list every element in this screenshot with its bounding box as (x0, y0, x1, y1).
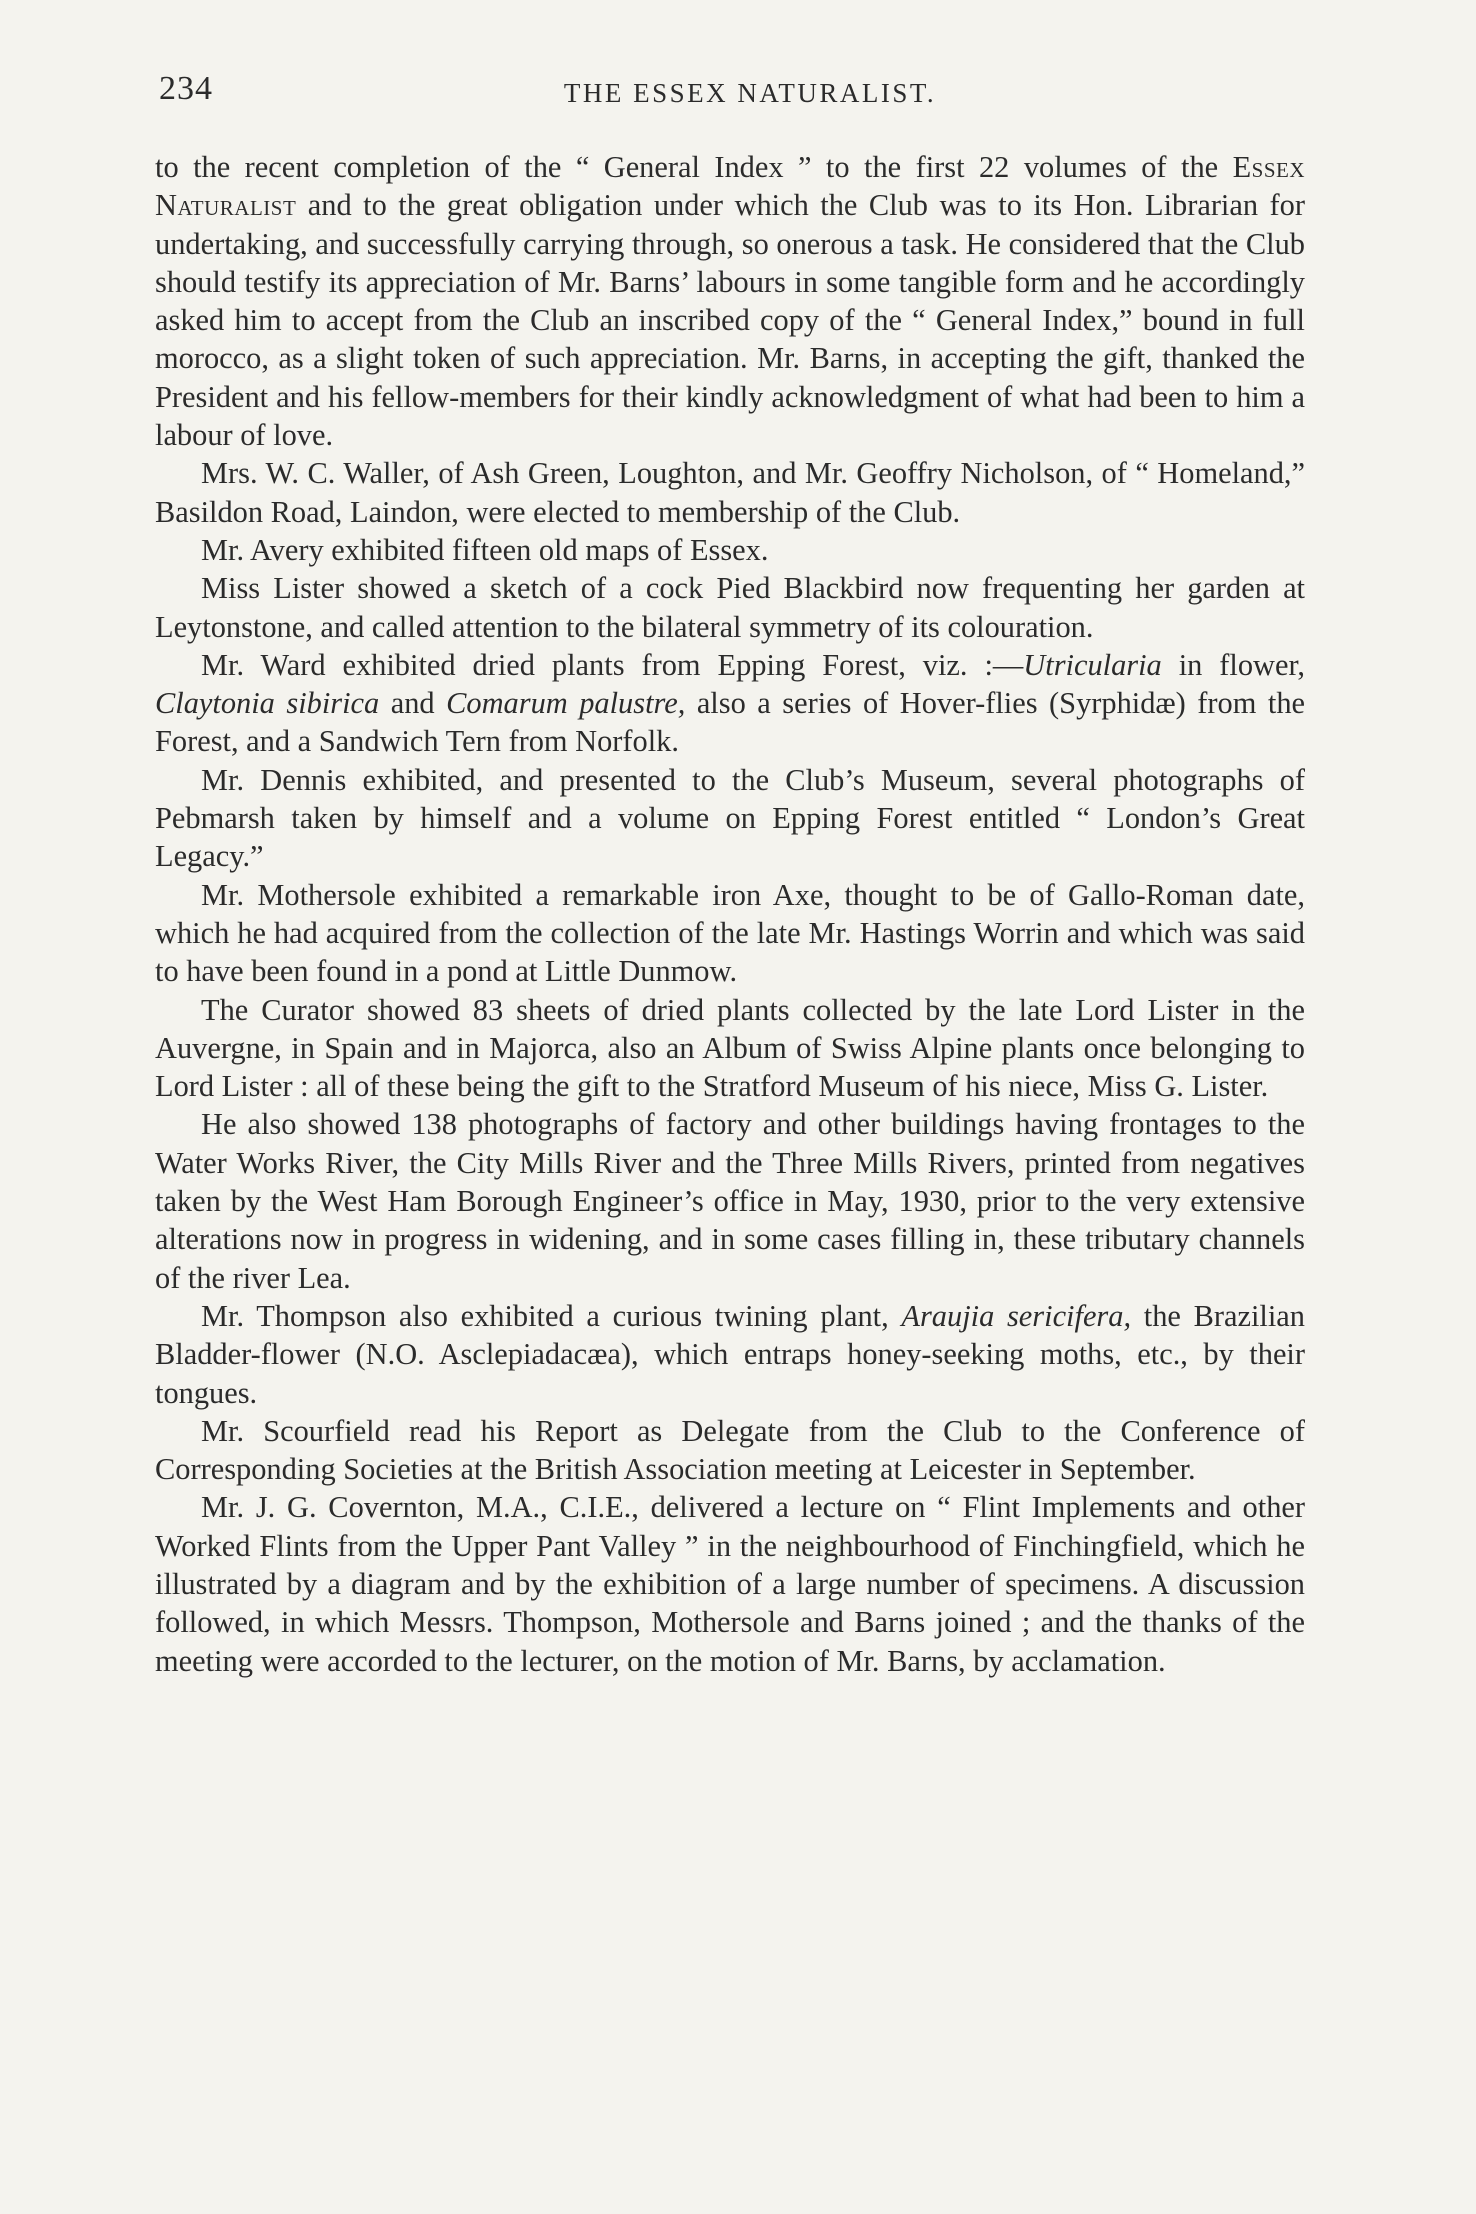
journal-title: THE ESSEX NATURALIST. (563, 78, 937, 108)
paragraph (155, 569, 1305, 646)
paragraph (155, 646, 1305, 761)
body-text (155, 148, 1305, 1680)
text-run: and (379, 686, 447, 721)
text-run: Mr. Thompson also exhibited a curious twining plant, (201, 1298, 902, 1333)
italic-text: Comarum palustre, (446, 686, 686, 721)
italic-text: Araujia sericifera, (901, 1298, 1132, 1333)
paragraph (155, 531, 1305, 569)
text-run: Mrs. W. C. Waller, of Ash Green, Loughton, and Mr. Geoffry Nicholson, of “ Homeland,” Basildon Road, Laindon, were elected to membership of the Club. (155, 456, 1305, 529)
paragraph (155, 1412, 1305, 1489)
text-run: Mr. Dennis exhibited, and presented to the Club’s Museum, several photographs of Pebmarsh taken by himself and a volume on Epping Forest entitled “ London’s Great Legacy.” (155, 762, 1305, 874)
paragraph (155, 148, 1305, 454)
document-page (155, 62, 1305, 1680)
text-run: Mr. Ward exhibited dried plants from Epping Forest, viz. :— (201, 647, 1024, 682)
paragraph (155, 1488, 1305, 1679)
text-run: in flower, (1161, 647, 1305, 682)
italic-text: Utricularia (1023, 647, 1162, 682)
text-run: Mr. J. G. Covernton, M.A., C.I.E., delivered a lecture on “ Flint Implements and other Worked Flints from the Upper Pant Valley ” in the neighbourhood of Finchingfield, which he illustrated by a diagram and by the exhibition of a large number of specimens. A discussion followed, in which Messrs. Thompson, Mothersole and Barns joined ; and the thanks of the meeting were accorded to the lecturer, on the motion of Mr. Barns, by acclamation. (155, 1490, 1305, 1678)
text-run: to the recent completion of the “ General Index ” to the first 22 volumes of the (155, 150, 1233, 184)
italic-text: Claytonia sibirica (155, 686, 380, 721)
page-number: 234 (159, 70, 213, 107)
text-run: The Curator showed 83 sheets of dried plants collected by the late Lord Lister in the Auvergne, in Spain and in Majorca, also an Album of Swiss Alpine plants once belonging to Lord Lister : all of these being the gift to the Stratford Museum of his niece, Miss G. Lister. (155, 992, 1305, 1104)
text-run: and to the great obligation under which the Club was to its Hon. Librarian for undertaking, and successfully carrying through, so onerous a task. He considered that the Club should testify its appreciation of Mr. Barns’ labours in some tangible form and he accordingly asked him to accept from the Club an inscribed copy of the “ General Index,” bound in full morocco, as a slight token of such appreciation. Mr. Barns, in accepting the gift, thanked the President and his fellow-members for their kindly acknowledgment of what had been to him a labour of love. (155, 188, 1305, 453)
text-run: also a series of Hover-flies (Syrphidæ) from the Forest, and a Sandwich Tern from Norfolk. (155, 686, 1306, 759)
text-run: Miss Lister showed a sketch of a cock Pied Blackbird now frequenting her garden at Leytonstone, and called attention to the bilateral symmetry of its colouration. (155, 571, 1305, 644)
paragraph (155, 1297, 1305, 1412)
small-caps-text: Essex Naturalist (155, 150, 1305, 223)
text-run: Mr. Avery exhibited fifteen old maps of Essex. (201, 532, 769, 567)
paragraph (155, 991, 1305, 1106)
text-run: He also showed 138 photographs of factory and other buildings having frontages to the Water Works River, the City Mills River and the Three Mills Rivers, printed from negatives taken by the West Ham Borough Engineer’s office in May, 1930, prior to the very extensive alterations now in progress in widening, and in some cases filling in, these tributary channels of the river Lea. (155, 1107, 1305, 1295)
paragraph (155, 876, 1305, 991)
running-head (155, 62, 1305, 114)
paragraph (155, 454, 1305, 531)
text-run: Mr. Mothersole exhibited a remarkable iron Axe, thought to be of Gallo-Roman date, which he had acquired from the collection of the late Mr. Hastings Worrin and which was said to have been found in a pond at Little Dunmow. (155, 877, 1305, 989)
paragraph (155, 761, 1305, 876)
paragraph (155, 1105, 1305, 1296)
text-run: the Brazilian Bladder-flower (N.O. Asclepiadacæa), which entraps honey-seeking moths, etc., by their tongues. (155, 1298, 1305, 1410)
text-run: Mr. Scourfield read his Report as Delegate from the Club to the Conference of Corresponding Societies at the British Association meeting at Leicester in September. (155, 1413, 1305, 1487)
